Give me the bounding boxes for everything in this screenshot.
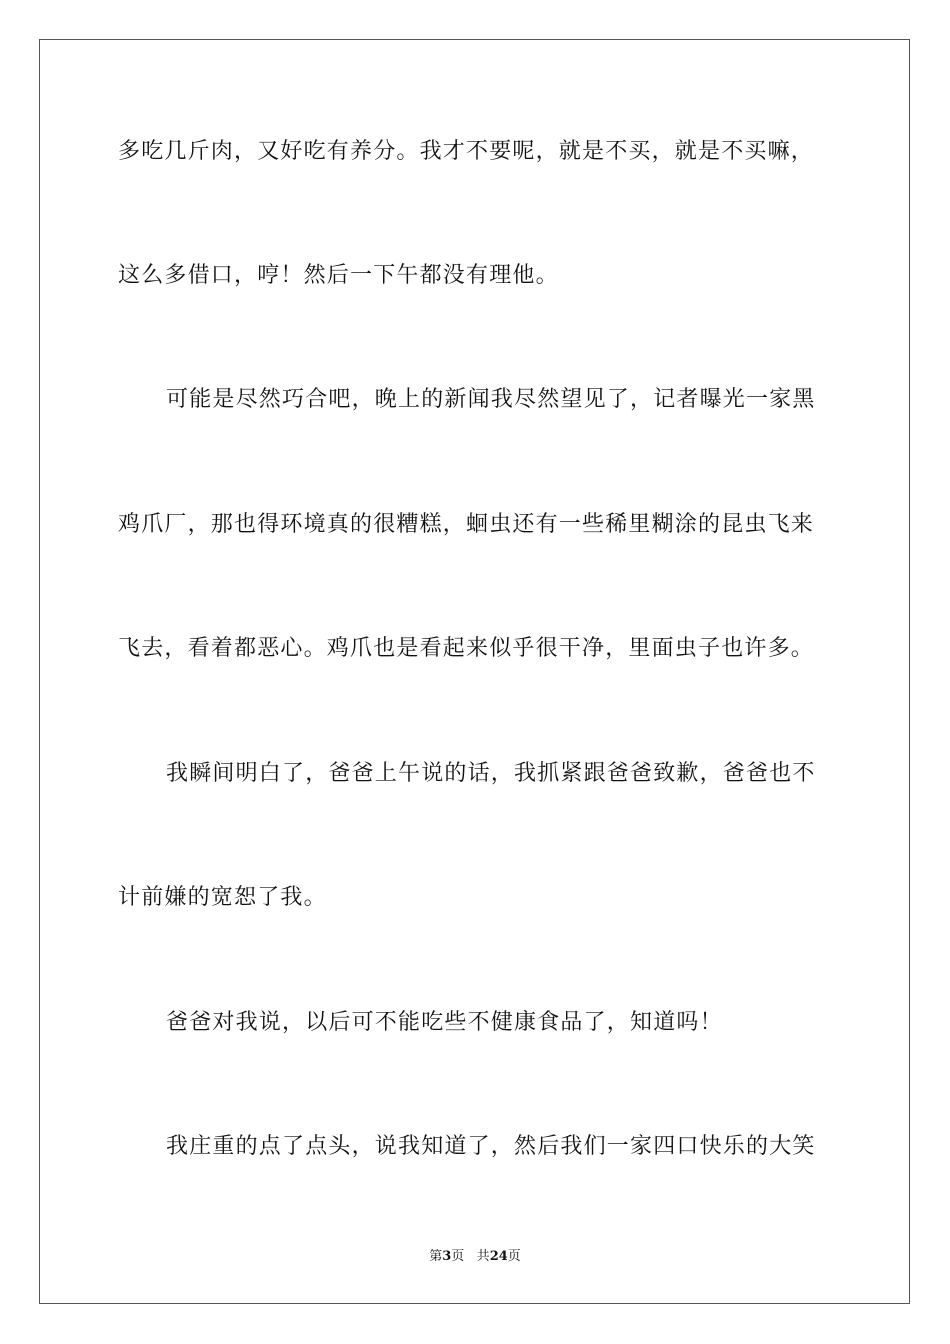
page-number: 3 — [442, 1249, 452, 1264]
text-line: 计前嫌的宽恕了我。 — [118, 885, 327, 910]
paragraph-line: 爸爸对我说，以后可不能吃些不健康食品了，知道吗！ — [166, 1010, 723, 1035]
paragraph-line: 我瞬间明白了，爸爸上午说的话，我抓紧跟爸爸致歉，爸爸也不 — [166, 761, 816, 786]
text-line: 鸡爪厂，那也得环境真的很糟糕，蛔虫还有一些稀里糊涂的昆虫飞来 — [118, 512, 815, 537]
paragraph-line: 我庄重的点了点头，说我知道了，然后我们一家四口快乐的大笑 — [166, 1134, 816, 1159]
text-line: 飞去，看着都恶心。鸡爪也是看起来似乎很干净，里面虫子也许多。 — [118, 636, 815, 661]
paragraph-line: 可能是尽然巧合吧，晚上的新闻我尽然望见了，记者曝光一家黑 — [166, 387, 816, 412]
text-line: 这么多借口，哼！然后一下午都没有理他。 — [118, 263, 559, 288]
total-suffix: 页 — [507, 1249, 521, 1264]
page-footer — [0, 1249, 950, 1265]
text-line: 多吃几斤肉，又好吃有养分。我才不要呢，就是不买，就是不买嘛， — [118, 139, 815, 164]
page-suffix: 页 — [451, 1249, 465, 1264]
total-prefix: 共 — [476, 1249, 490, 1264]
page-prefix: 第 — [429, 1249, 443, 1264]
page-border — [39, 39, 910, 1304]
total-pages: 24 — [489, 1249, 508, 1264]
